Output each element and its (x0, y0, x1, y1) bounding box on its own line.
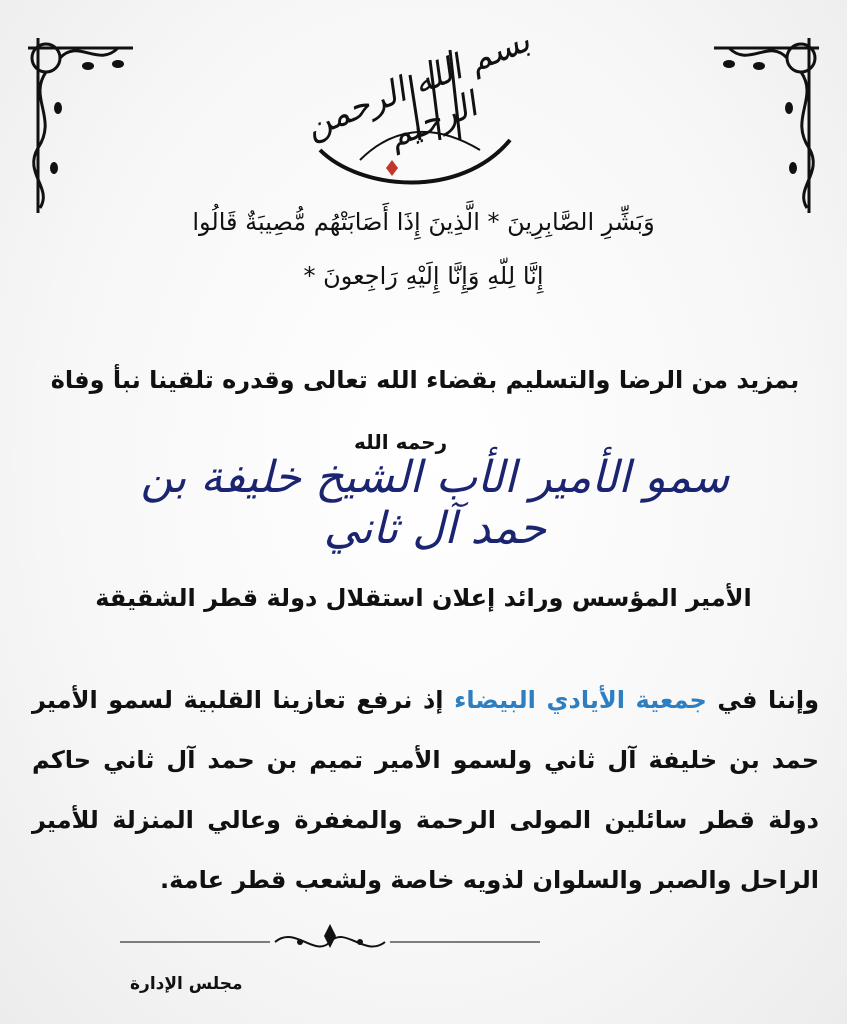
rahimahu-text: رحمه الله (354, 430, 448, 454)
signature-board: مجلس الإدارة (130, 974, 243, 994)
intro-text: بمزيد من الرضا والتسليم بقضاء الله تعالى وقدره تلقينا نبأ وفاة (50, 366, 800, 394)
verse-line-2: إِنَّا لِلّهِ وَإِنَّا إِلَيْهِ رَاجِعونَ * (303, 262, 544, 290)
deceased-name-calligraphy: سمو الأمير الأب الشيخ خليفة بن حمد آل ثاني (140, 452, 730, 554)
ornament-corner-right (709, 28, 829, 218)
ornamental-divider (120, 920, 540, 960)
organization-name: جمعية الأيادي البيضاء (454, 686, 707, 714)
verse-line-1: وَبَشِّرِ الصَّابِرِينَ * الَّذِينَ إِذَا أَصَابَتْهُم مُّصِيبَةٌ قَالُوا (192, 208, 655, 236)
title-line: الأمير المؤسس ورائد إعلان استقلال دولة قطر الشقيقة (95, 584, 752, 612)
condolence-paragraph (32, 670, 819, 910)
ornament-corner-left (18, 28, 138, 218)
paragraph-part-1: وإننا في (706, 686, 819, 714)
basmala-text: بسم الله الرحمن الرحيم (299, 20, 536, 157)
basmala-calligraphy (299, 20, 550, 190)
paragraph-part-2: إذ نرفع تعازينا القلبية لسمو الأمير حمد بن خليفة آل ثاني ولسمو الأمير تميم بن حمد آل ثاني حاكم دولة قطر سائلين المولى الرحمة والمغفرة وعالي المنزلة للأمير الراحل والصبر والسلوان لذويه خاصة ولشعب قطر عامة. (32, 686, 819, 894)
